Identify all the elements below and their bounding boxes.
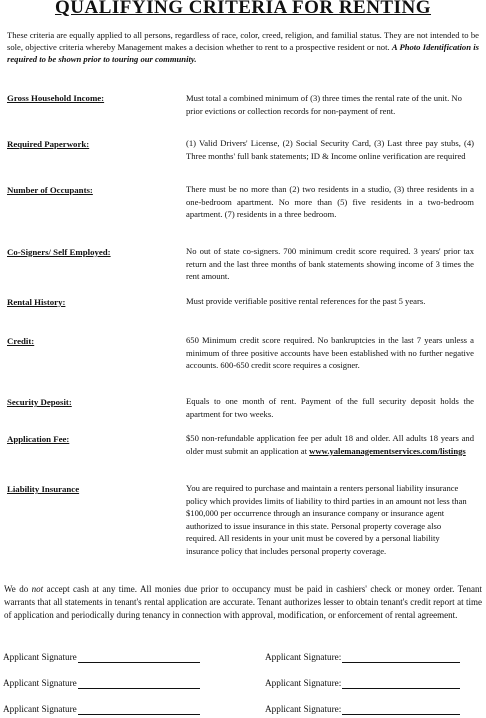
criterion-label-security-deposit: Security Deposit: (7, 397, 72, 407)
signature-row-3-right (265, 703, 460, 715)
signature-line[interactable] (78, 653, 200, 663)
signature-line[interactable] (78, 705, 200, 715)
signature-label: Applicant Signature (3, 678, 77, 688)
signature-label: Applicant Signature: (265, 704, 342, 714)
signature-row-2-right (265, 677, 460, 689)
signature-row-1-left (3, 651, 200, 663)
signature-label: Applicant Signature: (265, 678, 342, 688)
criterion-label-rental-history: Rental History: (7, 297, 66, 307)
criterion-label-cosigners: Co-Signers/ Self Employed: (7, 247, 111, 257)
criterion-text-credit: 650 Minimum credit score required. No bankruptcies in the last 7 years unless a minimum of three positive accounts have been established with no further negative accounts. 600-650 credit score requires a cosigner. (186, 335, 474, 371)
criterion-label-credit: Credit: (7, 336, 35, 346)
criterion-text-security-deposit: Equals to one month of rent. Payment of the full security deposit holds the apartment for two weeks. (186, 396, 474, 419)
signature-row-2-left (3, 677, 200, 689)
signature-row-3-left (3, 703, 200, 715)
listings-link[interactable]: www.yalemanagementservices.com/listings (309, 445, 466, 456)
payment-notice (4, 583, 482, 621)
criterion-label-paperwork: Required Paperwork: (7, 139, 90, 149)
signature-line[interactable] (78, 679, 200, 689)
page-title: QUALIFYING CRITERIA FOR RENTING (54, 0, 432, 18)
criterion-text-paperwork: (1) Valid Drivers' License, (2) Social Security Card, (3) Last three pay stubs, (4) Three months' full bank statements; ID & Income online verification are required (186, 138, 474, 161)
criterion-label-income: Gross Household Income: (7, 93, 105, 103)
intro-text: These criteria are equally applied to all persons, regardless of race, color, creed, religion, and familial status. They are not intended to be sole, objective criteria whereby Management makes a decision whether to rent to a prospective resident or not. (7, 30, 479, 52)
intro-paragraph (7, 29, 479, 65)
signature-line[interactable] (342, 653, 460, 663)
photo-id-notice: A Photo Identification is required to be shown prior to touring our community. (7, 42, 480, 64)
criterion-text-application-fee (186, 432, 474, 457)
criterion-label-application-fee: Application Fee: (7, 434, 70, 444)
signature-label: Applicant Signature (3, 652, 77, 662)
signature-label: Applicant Signature: (265, 652, 342, 662)
signature-line[interactable] (342, 679, 460, 689)
criterion-text-income: Must total a combined minimum of (3) three times the rental rate of the unit. No prior evictions or collection records for non-payment of rent. (186, 93, 462, 116)
application-fee-text: $50 non-refundable application fee per adult 18 and older. All adults 18 years and older must submit an application at (186, 433, 474, 456)
notice-not: not (31, 584, 44, 594)
criterion-text-occupants: There must be no more than (2) two residents in a studio, (3) three residents in a one-bedroom apartment. No more than (5) five residents in a two-bedroom apartment. (7) residents in a three bedroom. (186, 184, 474, 220)
criterion-label-occupants: Number of Occupants: (7, 185, 93, 195)
notice-lead-1: We do (4, 584, 32, 594)
criterion-text-rental-history: Must provide verifiable positive rental references for the past 5 years. (186, 296, 426, 306)
signature-label: Applicant Signature (3, 704, 77, 714)
criterion-label-liability-insurance: Liability Insurance (7, 484, 80, 494)
signature-row-1-right (265, 651, 460, 663)
criterion-text-cosigners: No out of state co-signers. 700 minimum credit score required. 3 years' prior tax return and the last three months of bank statements showing income of 3 times the rent amount. (186, 246, 474, 282)
criterion-text-liability-insurance: You are required to purchase and maintain a renters personal liability insurance policy which provides limits of liability to third parties in an amount not less than $100,000 per occurrence through an insurance company or insurance agent authorized to issue insurance in this state. Personal property coverage also required. All residents in your unit must be covered by a personal liability insurance policy that includes personal property coverage. (186, 483, 467, 556)
notice-lead-2: accept cash at any time. (43, 584, 138, 594)
signature-line[interactable] (342, 705, 460, 715)
notice-body: All monies due prior to occupancy must be paid in cashiers' check or money order. Tenant warrants that all statements in tenant's rental application are accurate. Tenant authorizes lesser to obtain tenant's credit report at time of application and periodically during tenancy in connection with approval, modification, or enforcement of rental agreement. (4, 584, 482, 620)
